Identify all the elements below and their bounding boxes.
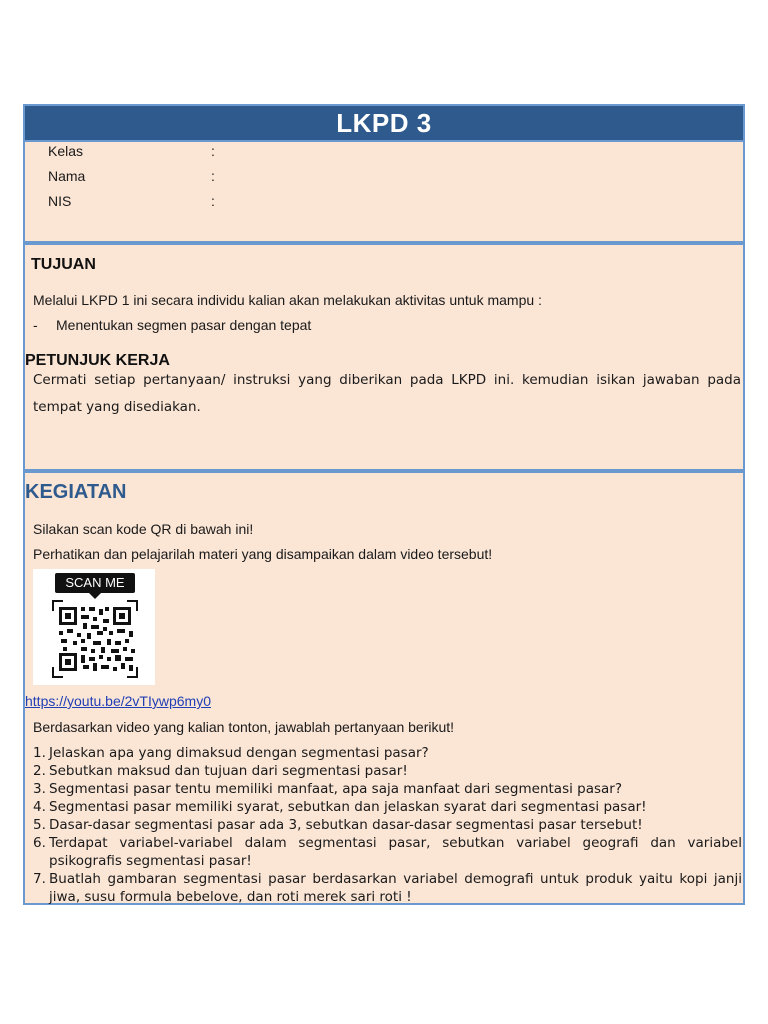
kegiatan-section xyxy=(23,471,745,905)
tujuan-section xyxy=(23,243,745,471)
question-text: Segmentasi pasar tentu memiliki manfaat, apa saja manfaat dari segmentasi pasar? xyxy=(49,781,623,797)
petunjuk-line-1: Cermati setiap pertanyaan/ instruksi yang diberikan pada LKPD ini. kemudian isikan jawaban pada xyxy=(33,372,741,388)
qr-code[interactable] xyxy=(33,569,155,685)
question-text: Jelaskan apa yang dimaksud dengan segmentasi pasar? xyxy=(49,745,429,761)
field-nis-label: NIS xyxy=(48,193,72,209)
question-item xyxy=(33,762,742,780)
question-number: 2. xyxy=(33,763,46,779)
tujuan-bullet-text: Menentukan segmen pasar dengan tepat xyxy=(56,317,312,333)
question-number: 4. xyxy=(33,799,46,815)
field-nis-colon: : xyxy=(211,193,215,209)
question-item xyxy=(33,816,742,834)
question-text: Buatlah gambaran segmentasi pasar berdasarkan variabel demografi untuk produk yaitu kopi janji jiwa, susu formula bebelove, dan roti merek sari roti ! xyxy=(49,871,742,905)
question-number: 5. xyxy=(33,817,46,833)
tujuan-heading: TUJUAN xyxy=(31,256,96,273)
field-kelas-label: Kelas xyxy=(48,143,84,159)
field-nama-label: Nama xyxy=(48,168,86,184)
tujuan-bullet-marker: - xyxy=(33,317,38,333)
question-list xyxy=(33,744,742,906)
question-item xyxy=(33,834,742,870)
question-number: 3. xyxy=(33,781,46,797)
question-text: Segmentasi pasar memiliki syarat, sebutkan dan jelaskan syarat dari segmentasi pasar! xyxy=(49,799,647,815)
worksheet-title: LKPD 3 xyxy=(23,104,745,142)
kegiatan-heading: KEGIATAN xyxy=(25,481,127,503)
question-number: 1. xyxy=(33,745,46,761)
video-link[interactable]: https://youtu.be/2vTIywp6my0 xyxy=(25,693,211,709)
question-text: Terdapat variabel-variabel dalam segmentasi pasar, sebutkan variabel geografi dan variabel psikografis segmentasi pasar! xyxy=(49,835,742,869)
question-item xyxy=(33,780,742,798)
question-item xyxy=(33,744,742,762)
kegiatan-instruction-2: Perhatikan dan pelajarilah materi yang disampaikan dalam video tersebut! xyxy=(33,546,493,562)
field-nama-colon: : xyxy=(211,168,215,184)
question-number: 6. xyxy=(33,835,46,851)
petunjuk-line-2: tempat yang disediakan. xyxy=(33,399,201,415)
field-kelas-colon: : xyxy=(211,143,215,159)
identity-section xyxy=(23,142,745,243)
qr-code-icon xyxy=(51,599,139,679)
petunjuk-heading: PETUNJUK KERJA xyxy=(25,352,170,369)
worksheet xyxy=(23,104,745,905)
questions-intro: Berdasarkan video yang kalian tonton, jawablah pertanyaan berikut! xyxy=(33,719,455,735)
question-item xyxy=(33,870,742,906)
question-number: 7. xyxy=(33,871,46,887)
question-text: Sebutkan maksud dan tujuan dari segmentasi pasar! xyxy=(49,763,408,779)
question-text: Dasar-dasar segmentasi pasar ada 3, sebutkan dasar-dasar segmentasi pasar tersebut! xyxy=(49,817,643,833)
tujuan-intro: Melalui LKPD 1 ini secara individu kalian akan melakukan aktivitas untuk mampu : xyxy=(33,292,542,308)
question-item xyxy=(33,798,742,816)
scan-me-label: SCAN ME xyxy=(55,573,135,593)
kegiatan-instruction-1: Silakan scan kode QR di bawah ini! xyxy=(33,521,254,537)
